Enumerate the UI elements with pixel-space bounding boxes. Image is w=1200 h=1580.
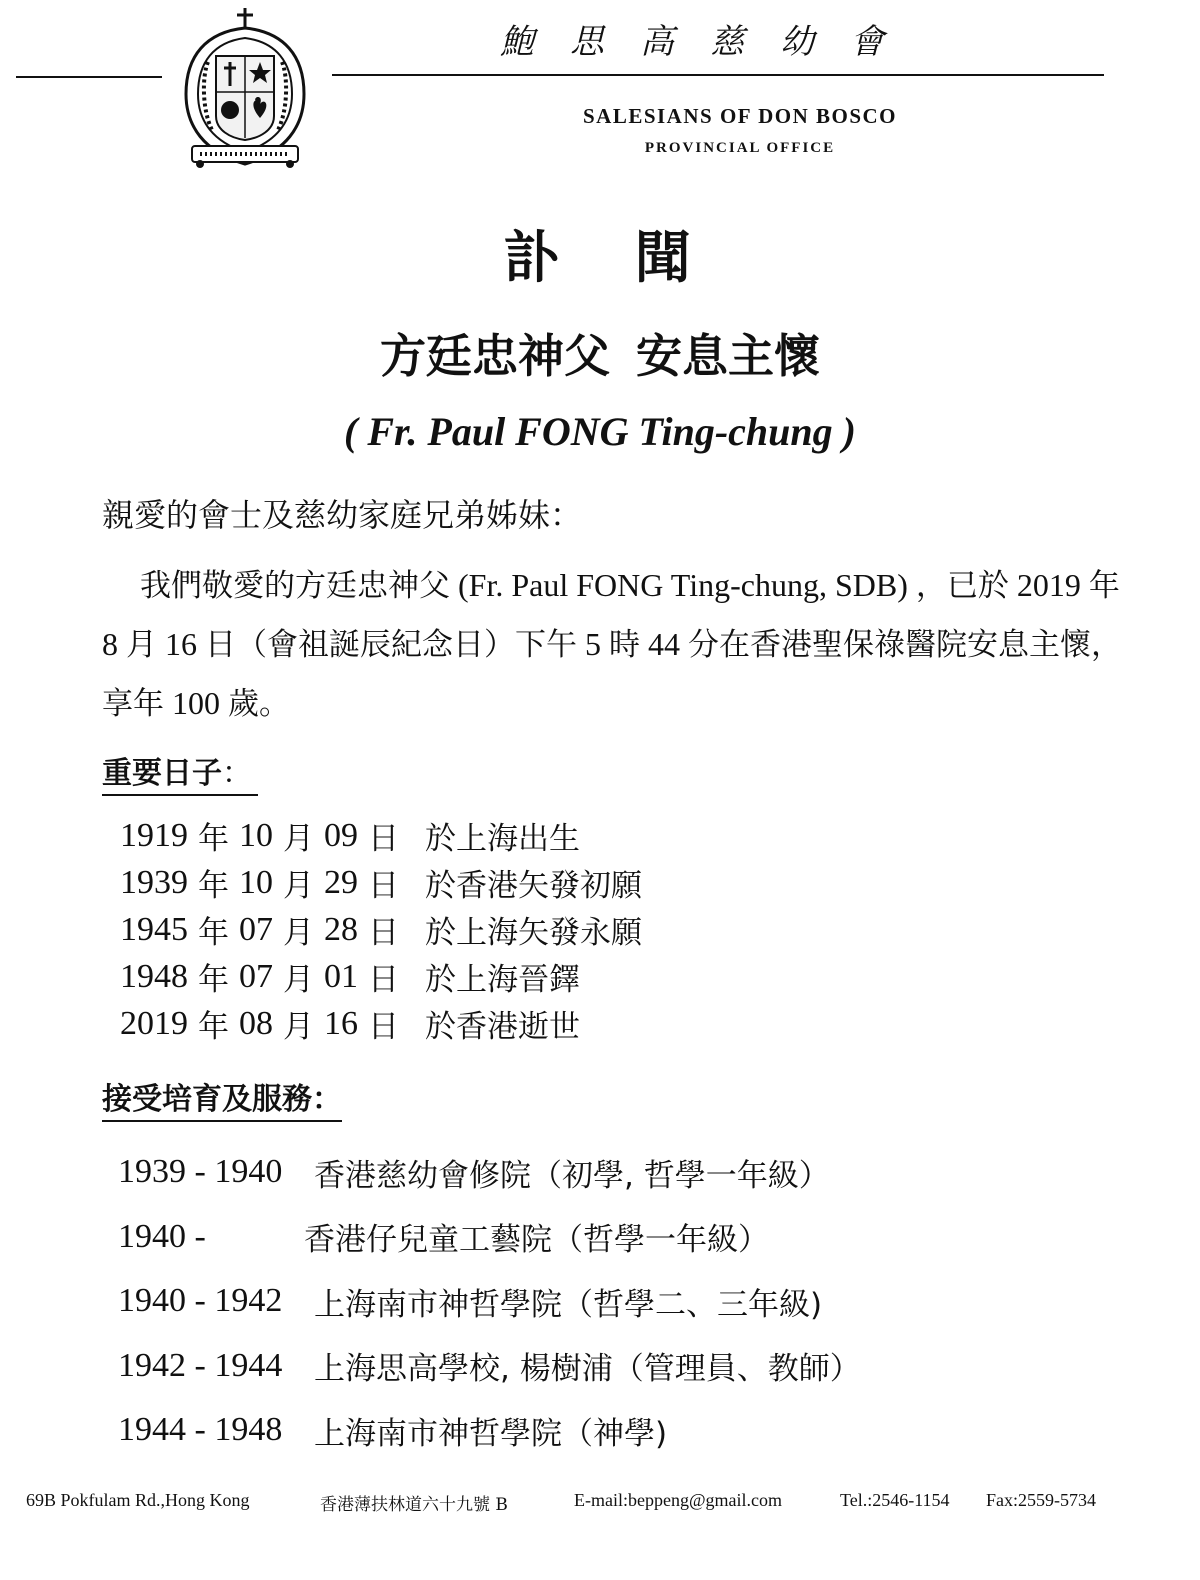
body-latin-segment: (Fr. Paul FONG Ting-chung, SDB) <box>450 567 916 603</box>
footer-address-english: 69B Pokfulam Rd.,Hong Kong <box>26 1490 250 1510</box>
date-day: 29 <box>324 863 358 901</box>
service-description: 上海南市神哲學院（哲學二、三年級) <box>314 1286 823 1323</box>
service-list <box>118 1140 861 1463</box>
date-year: 1919 <box>120 816 188 854</box>
year-unit: 年 <box>198 868 229 904</box>
service-years: 1942 - 1944 <box>118 1346 283 1384</box>
day-unit: 日 <box>368 915 399 951</box>
date-month: 10 <box>239 863 273 901</box>
body-text-segment: 分在香港聖保祿醫院安息主懷，享年 <box>102 627 1122 722</box>
footer-telephone: Tel.:2546-1154 <box>840 1490 950 1510</box>
body-latin-segment: 16 <box>157 626 205 662</box>
date-month: 10 <box>239 816 273 854</box>
obituary-title: 訃 聞 <box>503 226 719 291</box>
day-unit: 日 <box>368 821 399 857</box>
body-text-segment: ，已於 <box>915 568 1009 604</box>
date-day: 16 <box>324 1004 358 1042</box>
body-text-segment: 我們敬愛的方廷忠神父 <box>140 568 450 604</box>
body-latin-segment: 44 <box>640 626 688 662</box>
body-text-segment: 年 <box>1088 568 1120 604</box>
day-unit: 日 <box>368 1009 399 1045</box>
service-row <box>118 1140 861 1205</box>
service-description: 上海南市神哲學院（神學) <box>314 1415 668 1452</box>
important-dates-heading <box>102 748 258 796</box>
date-day: 28 <box>324 910 358 948</box>
service-description: 香港仔兒童工藝院（哲學一年級） <box>304 1222 769 1259</box>
date-year: 1948 <box>120 957 188 995</box>
header-rule-left <box>16 76 162 78</box>
day-unit: 日 <box>368 868 399 904</box>
body-latin-segment: 100 <box>164 685 228 721</box>
header-rule-right <box>332 74 1104 76</box>
date-row <box>120 953 642 1000</box>
service-description: 香港慈幼會修院（初學, 哲學一年級） <box>314 1157 830 1194</box>
provincial-office-label: PROVINCIAL OFFICE <box>644 140 836 156</box>
date-month: 07 <box>239 957 273 995</box>
footer-address-chinese: 香港薄扶林道六十九號 B <box>320 1495 508 1515</box>
date-event: 於香港逝世 <box>425 1009 580 1045</box>
service-years: 1940 - <box>118 1217 206 1255</box>
date-event: 於上海矢發永願 <box>425 915 642 951</box>
salesian-crest-icon <box>178 6 312 174</box>
important-dates-list <box>120 812 642 1047</box>
subtitle-name: 方廷忠神父 <box>380 329 610 383</box>
service-heading: 接受培育及服務： <box>102 1074 342 1122</box>
date-row <box>120 1000 642 1047</box>
month-unit: 月 <box>283 821 314 857</box>
organization-name-chinese: 鮑思高慈幼會 <box>500 22 920 62</box>
body-text-segment: 日（會祖誕辰紀念日）下午 <box>205 627 577 663</box>
body-latin-segment: 2019 <box>1008 567 1089 603</box>
date-year: 2019 <box>120 1004 188 1042</box>
english-name: ( Fr. Paul FONG Ting-chung ) <box>344 409 856 454</box>
service-row <box>118 1398 861 1463</box>
service-years: 1940 - 1942 <box>118 1282 283 1320</box>
date-month: 08 <box>239 1004 273 1042</box>
service-row <box>118 1334 861 1399</box>
important-dates-heading-text: 重要日子 <box>102 756 222 791</box>
salutation: 親愛的會士及慈幼家庭兄弟姊妹： <box>102 496 583 534</box>
service-description: 上海思高學校, 楊樹浦（管理員、教師） <box>314 1351 861 1388</box>
date-month: 07 <box>239 910 273 948</box>
year-unit: 年 <box>198 1009 229 1045</box>
date-day: 09 <box>324 816 358 854</box>
footer-email: E-mail:beppeng@gmail.com <box>574 1490 783 1510</box>
service-years: 1944 - 1948 <box>118 1411 283 1449</box>
date-row <box>120 906 642 953</box>
year-unit: 年 <box>198 821 229 857</box>
footer-fax: Fax:2559-5734 <box>986 1490 1096 1510</box>
body-text-segment: 月 <box>126 627 157 663</box>
service-years: 1939 - 1940 <box>118 1153 283 1191</box>
month-unit: 月 <box>283 962 314 998</box>
month-unit: 月 <box>283 868 314 904</box>
date-year: 1945 <box>120 910 188 948</box>
date-event: 於上海晉鐸 <box>425 962 580 998</box>
month-unit: 月 <box>283 915 314 951</box>
obituary-subtitle <box>0 320 1200 386</box>
announcement-paragraph <box>102 556 1142 733</box>
heading-colon: ： <box>222 756 252 791</box>
body-text-segment: 歲。 <box>228 686 290 722</box>
date-event: 於香港矢發初願 <box>425 868 642 904</box>
body-latin-segment: 8 <box>102 626 126 662</box>
year-unit: 年 <box>198 915 229 951</box>
subtitle-rest: 安息主懷 <box>636 329 820 383</box>
service-row <box>118 1269 861 1334</box>
body-text-segment: 時 <box>609 627 640 663</box>
date-event: 於上海出生 <box>425 821 580 857</box>
body-latin-segment: 5 <box>577 626 609 662</box>
day-unit: 日 <box>368 962 399 998</box>
year-unit: 年 <box>198 962 229 998</box>
date-day: 01 <box>324 957 358 995</box>
date-row <box>120 812 642 859</box>
date-row <box>120 859 642 906</box>
month-unit: 月 <box>283 1009 314 1045</box>
service-row <box>118 1205 861 1270</box>
date-year: 1939 <box>120 863 188 901</box>
organization-name-english: SALESIANS OF DON BOSCO <box>582 104 898 128</box>
